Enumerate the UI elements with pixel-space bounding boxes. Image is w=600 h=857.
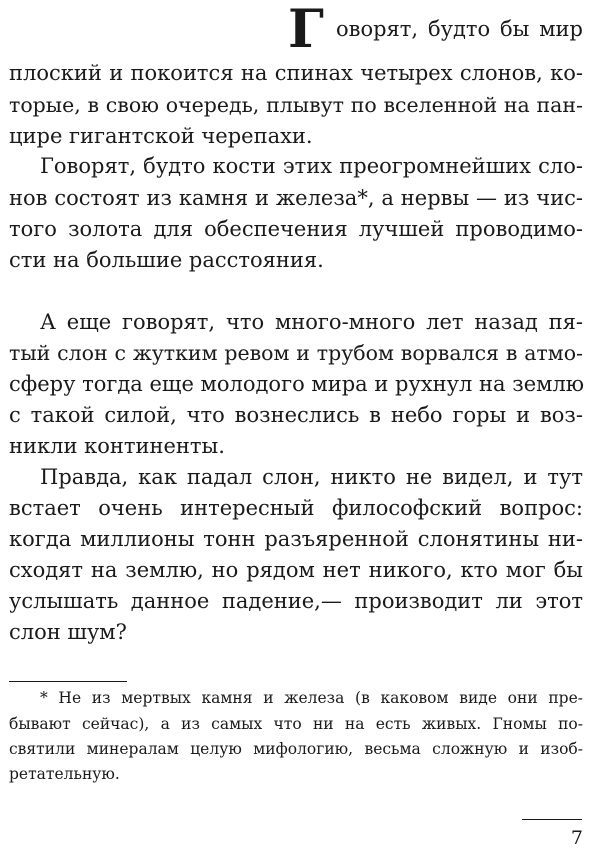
text-line: когда миллионы тонн разъяренной слонятины ни-: [9, 527, 583, 551]
text-line: тый слон с жутким ревом и трубом ворвался в атмо-: [9, 341, 583, 365]
footnote-line: ретательную.: [9, 765, 120, 783]
text-line: торые, в свою очередь, плывут по вселенной на пан-: [9, 93, 583, 117]
text-line: плоский и покоится на спинах четырех слонов, ко-: [9, 61, 583, 85]
text-line: Говорят, будто кости этих преогромнейших сло-: [40, 154, 583, 178]
drop-cap: Г: [288, 0, 324, 60]
text-line: А еще говорят, что много-много лет назад пя-: [40, 310, 583, 334]
text-line: встает очень интересный философский вопрос:: [9, 496, 583, 520]
text-line: сходят на землю, но рядом нет никого, кто мог бы: [9, 558, 583, 582]
page-number-rule: [522, 819, 582, 820]
footnote-line: святили минералам целую мифологию, весьма сложную и изоб-: [9, 740, 583, 758]
text-line: нов состоят из камня и железа*, а нервы — из чис-: [9, 186, 583, 210]
text-line: цире гигантской черепахи.: [9, 124, 313, 148]
footnote-divider: [9, 681, 127, 682]
text-line: того золота для обеспечения лучшей проводимо-: [9, 217, 583, 241]
text-line: Правда, как падал слон, никто не видел, и тут: [40, 465, 583, 489]
text-line: услышать данное падение,— производит ли этот: [9, 589, 583, 613]
text-line: слон шум?: [9, 620, 127, 644]
page-number: 7: [570, 827, 583, 849]
text-line: с такой силой, что вознеслись в небо горы и воз-: [9, 403, 583, 427]
text-line: сферу тогда еще молодого мира и рухнул на землю: [9, 372, 585, 396]
footnote-line: бывают сейчас), а из самых что ни на есть живых. Гномы по-: [9, 715, 583, 733]
text-line: никли континенты.: [9, 434, 225, 458]
footnote-line: * Не из мертвых камня и железа (в каковом виде они пре-: [40, 689, 583, 707]
text-line: сти на большие расстояния.: [9, 248, 324, 272]
text-line: оворят, будто бы мир: [336, 17, 583, 41]
